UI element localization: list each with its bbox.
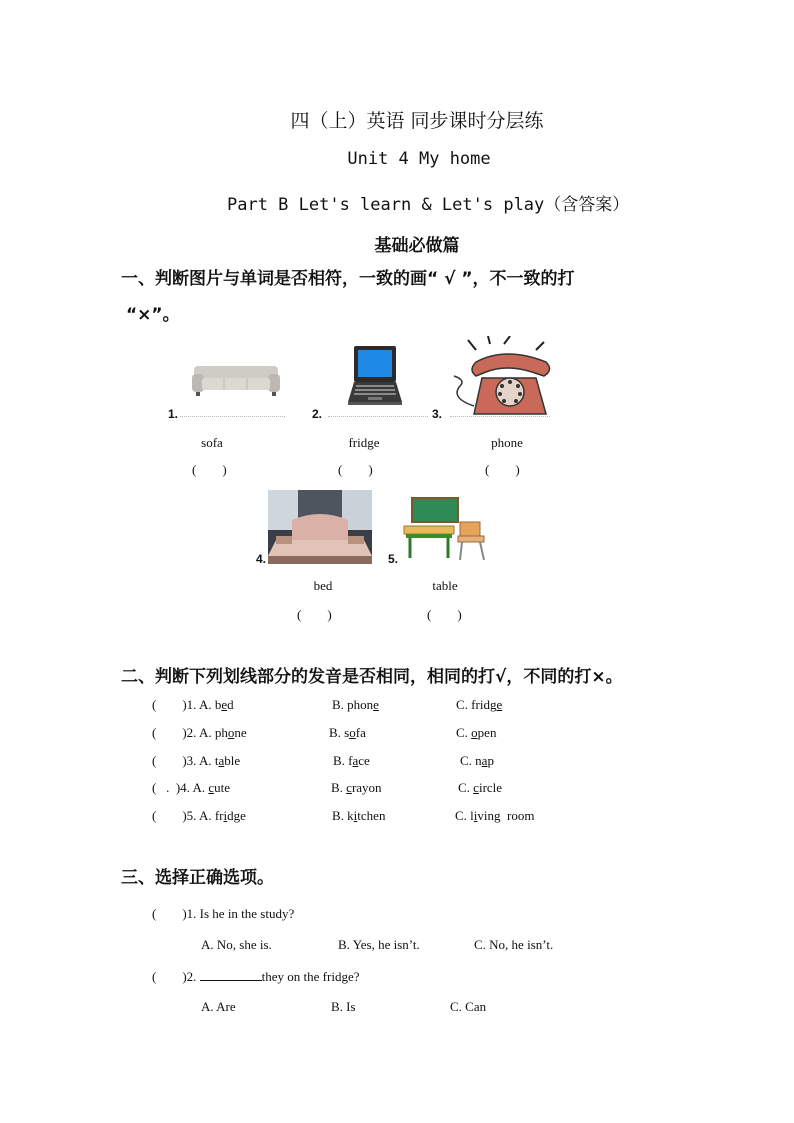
word-label: phone (491, 435, 523, 450)
q2-prefix[interactable]: ( )2. (152, 969, 200, 984)
option-c: C. circle (458, 780, 503, 795)
level-heading: 基础必做篇 (374, 236, 460, 256)
q2-option-c: C. Can (450, 999, 487, 1014)
row-prefix[interactable]: ( )2. A. (152, 725, 215, 740)
item-number: 2. (312, 407, 323, 421)
item-number: 5. (388, 552, 399, 566)
word-label: sofa (201, 435, 223, 450)
list-item: ( . )4. A. cute (152, 780, 231, 795)
question-2: ( )2. they on the fridge? (152, 969, 360, 984)
option-c: C. nap (460, 753, 494, 768)
option-b: B. crayon (331, 780, 382, 795)
row-prefix[interactable]: ( )3. A. (152, 753, 215, 768)
page-title: 四（上）英语 同步课时分层练 (290, 110, 544, 132)
q1-option-a: A. No, she is. (201, 937, 272, 952)
question-1[interactable]: ( )1. Is he in the study? (152, 906, 295, 921)
row-prefix[interactable]: ( )5. A. (152, 808, 215, 823)
sofa-icon (190, 360, 282, 400)
section3-instruction: 三、选择正确选项。 (121, 868, 274, 888)
list-item: ( )3. A. table (152, 753, 241, 768)
row-prefix[interactable]: ( . )4. A. (152, 780, 209, 795)
unit-title: Unit 4 My home (347, 149, 491, 169)
list-item: ( )5. A. fridge (152, 808, 246, 823)
q1-option-c: C. No, he isn’t. (474, 937, 554, 952)
fill-blank[interactable] (200, 968, 262, 981)
caption-line (450, 416, 550, 417)
q2-option-a: A. Are (201, 999, 236, 1014)
word-label: bed (313, 578, 333, 593)
item-number: 1. (168, 407, 179, 421)
q2-option-b: B. Is (331, 999, 356, 1014)
word-label: fridge (348, 435, 380, 450)
item-number: 4. (256, 552, 267, 566)
word-label: table (432, 578, 458, 593)
section1-instruction: 一、判断图片与单词是否相符，一致的画“ √ ”，不一致的打 (121, 269, 575, 289)
answer-blank[interactable]: ( ) (297, 607, 332, 622)
laptop-icon (348, 344, 402, 408)
caption-line (180, 416, 285, 417)
bed-photo (268, 490, 372, 564)
option-b: B. phone (332, 697, 379, 712)
part-title: Part B Let's learn & Let's play（含答案） (227, 195, 630, 215)
answer-blank[interactable]: ( ) (338, 462, 373, 477)
item-number: 3. (432, 407, 443, 421)
caption-line (328, 416, 428, 417)
answer-blank[interactable]: ( ) (485, 462, 520, 477)
row-prefix[interactable]: ( )1. A. (152, 697, 215, 712)
option-b: B. kitchen (332, 808, 386, 823)
section2-instruction: 二、判断下列划线部分的发音是否相同，相同的打√，不同的打×。 (121, 667, 623, 687)
q1-option-b: B. Yes, he isn’t. (338, 937, 420, 952)
classroom-desk-icon (402, 496, 494, 564)
option-c: C. open (456, 725, 497, 740)
option-c: C. fridge (456, 697, 503, 712)
section1-instruction-cont: “×”。 (126, 305, 180, 325)
list-item: ( )2. A. phone (152, 725, 247, 740)
option-b: B. face (333, 753, 370, 768)
option-c: C. living room (455, 808, 535, 823)
telephone-icon (446, 336, 556, 420)
answer-blank[interactable]: ( ) (427, 607, 462, 622)
list-item: ( )1. A. bed (152, 697, 234, 712)
answer-blank[interactable]: ( ) (192, 462, 227, 477)
option-b: B. sofa (329, 725, 366, 740)
